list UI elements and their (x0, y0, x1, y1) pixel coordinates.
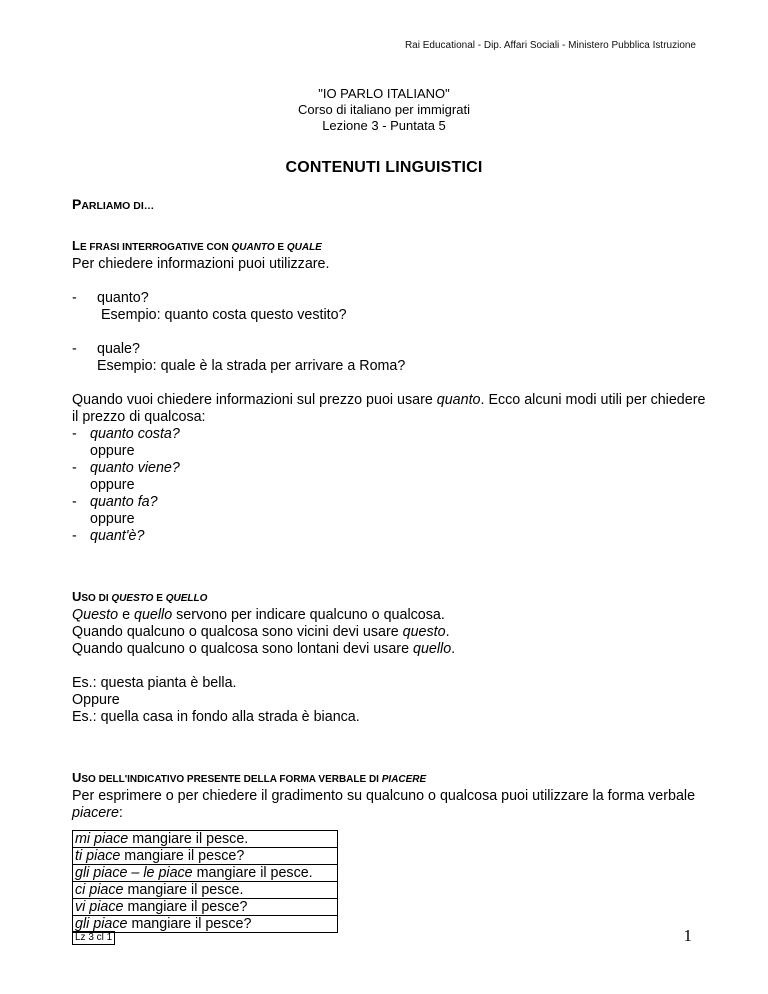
example-line: Es.: quella casa in fondo alla strada è bianca. (72, 709, 360, 725)
oppure-line: Oppure (72, 692, 120, 708)
questo-quello-line: Questo e quello servono per indicare qualcuno o qualcosa. (72, 607, 445, 623)
list-item: - quanto viene? oppure (72, 460, 180, 493)
price-paragraph: Quando vuoi chiedere informazioni sul prezzo puoi usare quanto. Ecco alcuni modi utili per chiedere il prezzo di qualcosa: (72, 392, 706, 425)
table-row: vi piace mangiare il pesce? (73, 899, 338, 916)
table-row: gli piace mangiare il pesce? (73, 916, 338, 933)
list-item: - quanto costa? oppure (72, 426, 180, 459)
list-item: - quanto? Esempio: quanto costa questo vestito? (72, 290, 347, 323)
lesson-code-box: Lz 3 cl 1 (72, 931, 115, 945)
running-header: Rai Educational - Dip. Affari Sociali - Ministero Pubblica Istruzione (404, 40, 696, 51)
section-heading-questo-quello: USO DI QUESTO E QUELLO (72, 589, 208, 604)
page-title: CONTENUTI LINGUISTICI (285, 159, 483, 176)
lontani-line: Quando qualcuno o qualcosa sono lontani devi usare quello. (72, 641, 456, 657)
lesson-label: Lezione 3 - Puntata 5 (322, 118, 446, 133)
vicini-line: Quando qualcuno o qualcosa sono vicini devi usare questo. (72, 624, 450, 640)
list-item: - quanto fa? oppure (72, 494, 158, 527)
piacere-table (72, 830, 338, 933)
parliamo-heading: PARLIAMO DI… (72, 196, 155, 212)
list-item: - quant'è? (72, 528, 145, 544)
section1-intro: Per chiedere informazioni puoi utilizzare. (72, 256, 330, 272)
list-item: - quale? Esempio: quale è la strada per arrivare a Roma? (72, 341, 406, 374)
table-row: mi piace mangiare il pesce. (73, 831, 338, 848)
price-question-list (72, 426, 712, 545)
course-subtitle: Corso di italiano per immigrati (298, 102, 470, 117)
piacere-intro: Per esprimere o per chiedere il gradimento su qualcuno o qualcosa puoi utilizzare la forma verbale piacere: (72, 788, 696, 821)
table-row: ci piace mangiare il pesce. (73, 882, 338, 899)
course-title: "IO PARLO ITALIANO" (318, 86, 450, 101)
table-row: gli piace – le piace mangiare il pesce. (73, 865, 338, 882)
section-heading-interrogative: LE FRASI INTERROGATIVE CON QUANTO E QUALE (72, 238, 322, 253)
content-body (72, 196, 712, 933)
table-row: ti piace mangiare il pesce? (73, 848, 338, 865)
page-number: 1 (683, 926, 692, 945)
example-line: Es.: questa pianta è bella. (72, 675, 237, 691)
section-heading-piacere: USO DELL'INDICATIVO PRESENTE DELLA FORMA VERBALE DI PIACERE (72, 770, 427, 785)
title-block (0, 86, 768, 134)
